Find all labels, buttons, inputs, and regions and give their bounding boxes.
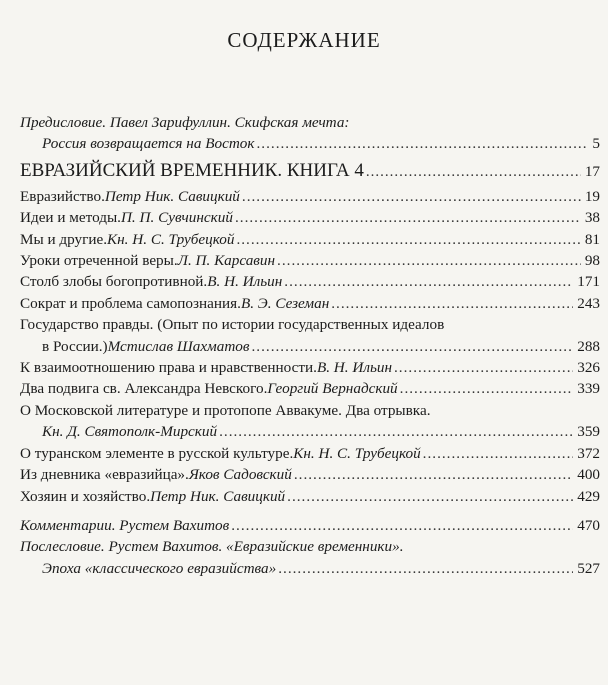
entry-author: В. Н. Ильин xyxy=(207,273,283,291)
toc-line xyxy=(20,536,600,557)
toc-entry xyxy=(20,443,600,464)
page-number: 171 xyxy=(577,273,600,291)
entry-title: Мы и другие. xyxy=(20,230,108,248)
entry-author: Яков Садовский xyxy=(188,466,292,484)
dot-leader xyxy=(278,558,573,579)
table-of-contents xyxy=(20,112,600,579)
entry-author: Георгий Вернадский xyxy=(267,380,398,398)
toc-entry-book xyxy=(20,158,600,185)
toc-line xyxy=(20,250,600,271)
toc-line xyxy=(20,229,600,250)
entry-title: Уроки отреченной веры. xyxy=(20,252,178,270)
entry-title: Столб злобы богопротивной. xyxy=(20,273,208,291)
preface-line2: Россия возвращается на Восток xyxy=(42,135,255,153)
entry-title: К взаимоотношению права и нравственности. xyxy=(20,359,317,377)
toc-entry-moscow xyxy=(20,400,600,443)
dot-leader xyxy=(277,250,581,271)
toc-line xyxy=(20,293,600,314)
toc-line xyxy=(20,357,600,378)
toc-line xyxy=(20,421,600,442)
dot-leader xyxy=(423,443,574,464)
dot-leader xyxy=(252,336,574,357)
page-number: 527 xyxy=(577,559,600,577)
page-number: 359 xyxy=(577,423,600,441)
page-title: СОДЕРЖАНИЕ xyxy=(227,28,381,52)
toc-line xyxy=(20,112,600,133)
entry-author: Петр Ник. Савицкий xyxy=(150,487,286,505)
page-number: 288 xyxy=(577,337,600,355)
toc-group-2 xyxy=(20,357,600,400)
dot-leader xyxy=(331,293,573,314)
toc-entry xyxy=(20,207,600,228)
book-title: ЕВРАЗИЙСКИЙ ВРЕМЕННИК. КНИГА 4 xyxy=(20,159,364,181)
afterword-line2: Эпоха «классического евразийства» xyxy=(42,559,277,577)
toc-line xyxy=(20,158,600,185)
dot-leader xyxy=(294,464,573,485)
entry-title-cont: в России.) xyxy=(42,337,108,355)
entry-author: Кн. Н. С. Трубецкой xyxy=(293,444,421,462)
toc-line xyxy=(20,558,600,579)
entry-title: Государство правды. (Опыт по истории государственных идеалов xyxy=(20,316,445,334)
toc-line xyxy=(20,207,600,228)
entry-title: Из дневника «евразийца». xyxy=(20,466,189,484)
dot-leader xyxy=(366,159,581,185)
toc-line xyxy=(20,443,600,464)
toc-line xyxy=(20,400,600,421)
entry-title: Два подвига св. Александра Невского. xyxy=(20,380,268,398)
dot-leader xyxy=(394,357,573,378)
dot-leader xyxy=(231,515,573,536)
page-number: 470 xyxy=(577,516,600,534)
preface-line1: Предисловие. Павел Зарифуллин. Скифская мечта: xyxy=(20,114,350,131)
toc-entry xyxy=(20,186,600,207)
toc-entry xyxy=(20,229,600,250)
entry-author: Л. П. Карсавин xyxy=(177,252,276,270)
dot-leader xyxy=(235,207,581,228)
toc-entry xyxy=(20,271,600,292)
page-number: 17 xyxy=(584,162,600,180)
entry-author: Кн. Н. С. Трубецкой xyxy=(107,230,235,248)
page-number: 429 xyxy=(577,487,600,505)
page-number: 326 xyxy=(577,359,600,377)
toc-line xyxy=(20,378,600,399)
toc-line xyxy=(20,314,600,335)
dot-leader xyxy=(400,378,574,399)
toc-line xyxy=(20,271,600,292)
page-number: 339 xyxy=(577,380,600,398)
toc-group-1 xyxy=(20,186,600,314)
page-number: 243 xyxy=(577,294,600,312)
dot-leader xyxy=(284,271,573,292)
toc-entry-preface xyxy=(20,112,600,155)
entry-author: П. П. Сувчинский xyxy=(120,209,233,227)
entry-author: В. Н. Ильин xyxy=(316,359,392,377)
toc-entry xyxy=(20,293,600,314)
toc-entry-state xyxy=(20,314,600,357)
entry-title: Евразийство. xyxy=(20,187,105,205)
toc-line xyxy=(20,515,600,536)
toc-entry xyxy=(20,464,600,485)
afterword-line1: Послесловие. Рустем Вахитов. «Евразийские временники». xyxy=(20,538,404,556)
entry-title: О туранском элементе в русской культуре. xyxy=(20,444,294,462)
toc-line xyxy=(20,133,600,154)
page-number: 81 xyxy=(584,230,600,248)
dot-leader xyxy=(257,133,589,154)
page-number: 38 xyxy=(584,209,600,227)
toc-entry xyxy=(20,378,600,399)
page-number: 372 xyxy=(577,444,600,462)
dot-leader xyxy=(236,229,580,250)
toc-line xyxy=(20,186,600,207)
toc-group-3 xyxy=(20,443,600,507)
entry-title: Хозяин и хозяйство. xyxy=(20,487,151,505)
toc-line xyxy=(20,486,600,507)
toc-entry xyxy=(20,486,600,507)
entry-title: Сократ и проблема самопознания. xyxy=(20,294,241,312)
dot-leader xyxy=(219,421,573,442)
toc-entry xyxy=(20,250,600,271)
entry-author: Кн. Д. Святополк-Мирский xyxy=(42,423,218,441)
entry-author: Петр Ник. Савицкий xyxy=(104,187,240,205)
entry-title: О Московской литературе и протопопе Аввакуме. Два отрывка. xyxy=(20,401,431,419)
page-number: 400 xyxy=(577,466,600,484)
entry-author: В. Э. Сеземан xyxy=(240,294,330,312)
page-number: 19 xyxy=(584,187,600,205)
toc-entry-afterword xyxy=(20,536,600,579)
dot-leader xyxy=(287,486,573,507)
commentary-title: Комментарии. Рустем Вахитов xyxy=(20,516,230,534)
toc-entry xyxy=(20,357,600,378)
page-number: 98 xyxy=(584,252,600,270)
entry-title: Идеи и методы. xyxy=(20,209,121,227)
toc-entry-commentary xyxy=(20,515,600,536)
toc-line xyxy=(20,464,600,485)
page-number: 5 xyxy=(592,135,600,153)
entry-author: Мстислав Шахматов xyxy=(107,337,250,355)
dot-leader xyxy=(242,186,581,207)
toc-line xyxy=(20,336,600,357)
